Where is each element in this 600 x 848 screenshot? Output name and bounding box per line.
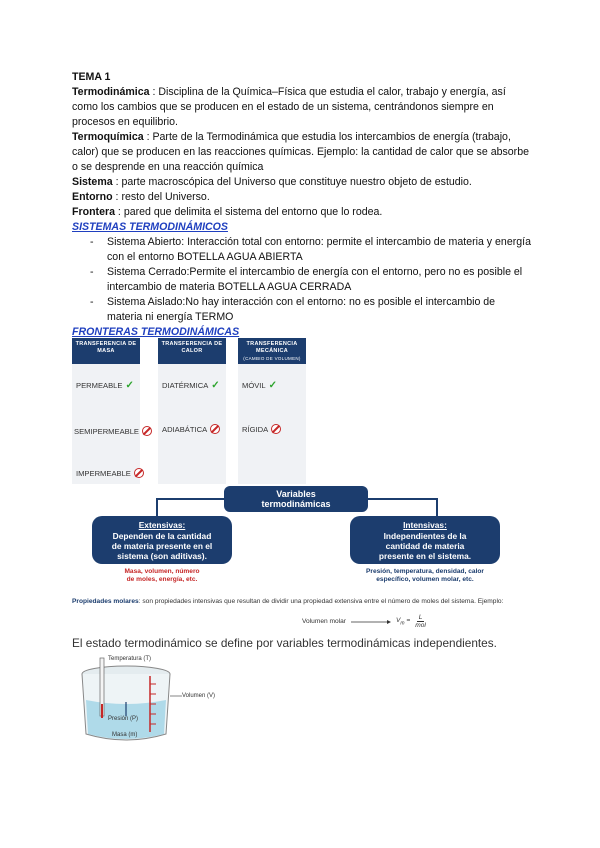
heat-transfer-column xyxy=(158,338,226,484)
formula-numerator: L xyxy=(418,614,423,621)
frontier-item-label: PERMEABLE xyxy=(76,381,123,390)
frontier-item xyxy=(76,468,144,478)
frontier-item xyxy=(242,380,277,391)
document-body xyxy=(72,70,532,340)
extensivas-box xyxy=(92,516,232,564)
topic-heading: TEMA 1 xyxy=(72,71,111,83)
definition-term: Termodinámica xyxy=(72,86,150,98)
check-icon: ✓ xyxy=(268,380,278,391)
formula-subscript: m xyxy=(400,620,405,627)
definition-term: Sistema xyxy=(72,176,113,188)
extensivas-line: sistema (son aditivas). xyxy=(117,551,207,561)
definition-text: : pared que delimita el sistema del entorno que lo rodea. xyxy=(114,206,383,218)
molar-term: Propiedades molares xyxy=(72,598,139,605)
mass-transfer-column xyxy=(72,338,140,484)
list-item: - Sistema Aislado:No hay interacción con el entorno: no es posible el intercambio de materia ni energía TERMO xyxy=(90,295,532,325)
formula-symbol: V xyxy=(395,616,401,624)
intensivas-line: Independientes de la xyxy=(383,531,467,541)
extensivas-line: Dependen de la cantidad xyxy=(112,531,212,541)
beaker-icon xyxy=(78,654,288,746)
definition-text: : Parte de la Termodinámica que estudia los intercambios de energía (trabajo, calor) que se producen en las reacciones químicas. Ejemplo: la cantidad de calor que se absorbe o se desprende en una reacción química xyxy=(72,131,529,173)
column-header-title: TRANSFERENCIA MECÁNICA xyxy=(246,341,298,354)
frontier-item xyxy=(76,380,134,391)
molar-properties-note xyxy=(72,598,532,606)
definition-text: : parte macroscópica del Universo que constituye nuestro objeto de estudio. xyxy=(112,176,472,188)
connector-line xyxy=(436,498,438,516)
definition-termoquimica xyxy=(72,130,532,175)
check-icon: ✓ xyxy=(211,380,220,391)
examples-line: Masa, volumen, número xyxy=(124,568,200,575)
definition-frontera xyxy=(72,205,532,220)
intensivas-line: presente en el sistema. xyxy=(378,551,472,561)
intensivas-line: cantidad de materia xyxy=(385,541,465,551)
definition-sistema xyxy=(72,175,532,190)
extensivas-line: de materia presente en el xyxy=(111,541,213,551)
formula-denominator: mol xyxy=(415,622,426,629)
column-header xyxy=(238,338,306,364)
variables-diagram xyxy=(72,486,532,628)
mass-label: Masa (m) xyxy=(112,732,138,738)
sistemas-title-link[interactable]: SISTEMAS TERMODINÁMICOS xyxy=(72,221,228,233)
connector-line xyxy=(156,498,224,500)
intensivas-box xyxy=(350,516,500,564)
variables-title-line: termodinámicas xyxy=(261,499,331,509)
arrow-right-icon xyxy=(351,619,391,625)
state-definition-text: El estado termodinámico se define por variables termodinámicas independientes. xyxy=(72,636,497,650)
definition-term: Entorno xyxy=(72,191,113,203)
fronteras-title-link[interactable]: FRONTERAS TERMODINÁMICAS xyxy=(72,326,240,338)
frontier-item-label: RÍGIDA xyxy=(242,424,269,434)
frontier-item-label: MÓVIL xyxy=(242,381,266,390)
variables-title xyxy=(224,486,368,512)
temperature-label: Temperatura (T) xyxy=(108,656,152,662)
examples-line: específico, volumen molar, etc. xyxy=(376,576,474,583)
frontier-item xyxy=(74,426,152,436)
definition-entorno xyxy=(72,190,532,205)
frontier-item-label: ADIABÁTICA xyxy=(162,424,208,434)
examples-line: de moles, energía, etc. xyxy=(126,576,198,583)
sistemas-list xyxy=(90,235,532,325)
formula-lhs: $V_m$ = xyxy=(395,616,411,627)
frontier-item-label: IMPERMEABLE xyxy=(76,468,131,478)
column-header: TRANSFERENCIA DE CALOR xyxy=(158,338,226,364)
frontier-item xyxy=(242,424,281,434)
extensivas-title: Extensivas: xyxy=(138,520,186,530)
intensivas-title: Intensivas: xyxy=(403,520,447,530)
molar-volume-formula xyxy=(302,614,426,629)
prohibited-icon xyxy=(271,424,281,434)
check-icon: ✓ xyxy=(125,380,134,391)
definition-text: : Disciplina de la Química–Física que estudia el calor, trabajo y energía, así como los cambios que se producen en el estado de un sistema, centrándonos siempre en procesos en equilibrio. xyxy=(72,86,506,128)
formula-label: Volumen molar xyxy=(302,618,346,625)
state-variables-illustration xyxy=(78,654,288,746)
molar-text: : son propiedades intensivas que resultan de dividir una propiedad extensiva entre el número de moles del sistema. Ejemplo: xyxy=(138,598,504,605)
pressure-label: Presión (P) xyxy=(108,716,139,722)
definition-termodinamica xyxy=(72,85,532,130)
prohibited-icon xyxy=(142,426,152,436)
definition-text: : resto del Universo. xyxy=(112,191,210,203)
formula-fraction xyxy=(415,614,426,629)
frontier-item xyxy=(162,424,220,434)
definition-term: Termoquímica xyxy=(72,131,144,143)
connector-line xyxy=(156,498,158,516)
definition-term: Frontera xyxy=(72,206,115,218)
extensivas-examples xyxy=(92,568,232,584)
connector-line xyxy=(368,498,436,500)
column-subheader: (CAMBIO DE VOLUMEN) xyxy=(243,356,301,361)
examples-line: Presión, temperatura, densidad, calor xyxy=(366,568,484,575)
list-item: - Sistema Abierto: Interacción total con entorno: permite el intercambio de materia y energía con el entorno BOTELLA AGUA ABIERTA xyxy=(90,235,532,265)
column-header: TRANSFERENCIA DE MASA xyxy=(72,338,140,364)
frontier-types-figure xyxy=(72,338,308,484)
volume-label: Volumen (V) xyxy=(182,693,216,699)
frontier-item-label: SEMIPERMEABLE xyxy=(74,426,139,436)
list-item: - Sistema Cerrado:Permite el intercambio de energía con el entorno, pero no es posible el intercambio de materia BOTELLA AGUA CERRADA xyxy=(90,265,532,295)
frontier-item-label: DIATÉRMICA xyxy=(162,381,209,390)
prohibited-icon xyxy=(134,468,144,478)
frontier-item xyxy=(162,380,220,391)
prohibited-icon xyxy=(210,424,220,434)
variables-title-line: Variables xyxy=(276,489,316,499)
mechanical-transfer-column xyxy=(238,338,306,484)
intensivas-examples xyxy=(334,568,516,584)
